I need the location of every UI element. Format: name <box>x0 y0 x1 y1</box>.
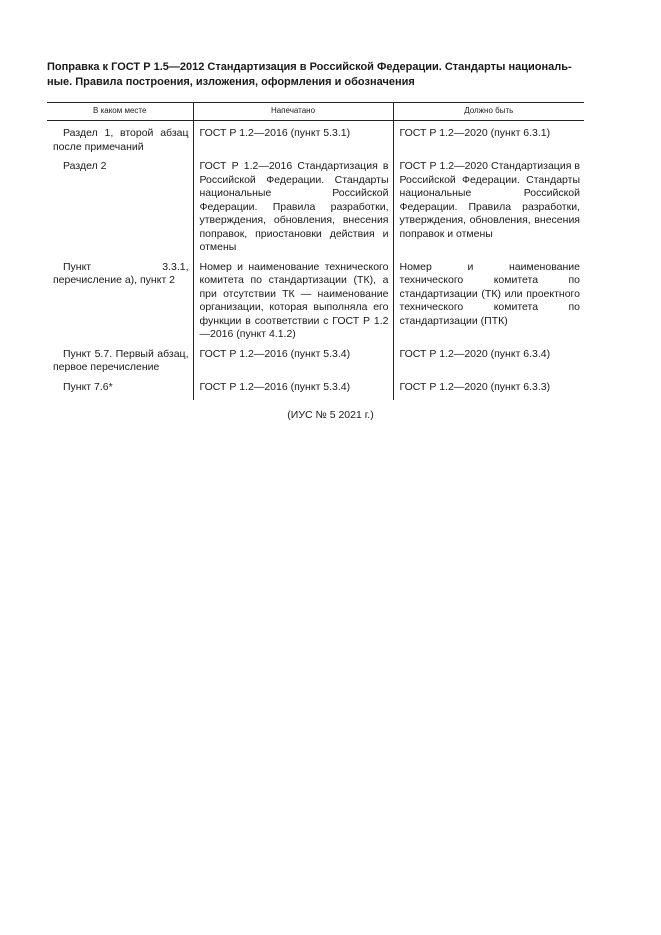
table-body <box>47 121 584 401</box>
table-row <box>47 121 584 158</box>
cell-place: Раздел 1, второй абзац после примечаний <box>53 127 189 153</box>
cell-should-be: ГОСТ Р 1.2—2020 (пункт 6.3.3) <box>393 378 584 401</box>
cell-place: Пункт 7.6* <box>63 380 113 393</box>
cell-place: Пункт 3.3.1, перечисление а), пункт 2 <box>53 260 189 286</box>
document-title: Поправка к ГОСТ Р 1.5—2012 Стандартизация в Российской Федерации. Стандарты националь-ные. Правила построения, изложения, оформления и обозначения <box>47 61 572 88</box>
table-row <box>47 258 584 345</box>
column-header-printed: Напечатано <box>193 103 393 121</box>
table-header <box>47 103 584 121</box>
table-row <box>47 378 584 401</box>
cell-should-be: ГОСТ Р 1.2—2020 (пункт 6.3.1) <box>393 121 584 158</box>
cell-place: Раздел 2 <box>63 160 107 172</box>
column-header-place: В каком месте <box>47 103 193 121</box>
cell-should-be: ГОСТ Р 1.2—2020 (пункт 6.3.4) <box>393 345 584 378</box>
cell-printed: ГОСТ Р 1.2—2016 (пункт 5.3.4) <box>193 345 393 378</box>
cell-printed: ГОСТ Р 1.2—2016 Стандартизация в Российской Федерации. Стандарты национальные Российской Федерации. Правила разработки, утверждения, обновления, внесения поправок, приостановки действия и отмены <box>193 157 393 258</box>
cell-printed: ГОСТ Р 1.2—2016 (пункт 5.3.1) <box>193 121 393 158</box>
cell-should-be: Номер и наименование технического комитета по стандартизации (ТК) или проектного технического комитета по стандартизации (ПТК) <box>393 258 584 345</box>
corrections-table <box>47 102 584 400</box>
header-row <box>47 103 584 121</box>
source-note: (ИУС № 5 2021 г.) <box>287 409 374 421</box>
cell-place: Пункт 5.7. Первый абзац, первое перечисление <box>53 347 189 373</box>
table-row <box>47 157 584 258</box>
cell-should-be: ГОСТ Р 1.2—2020 Стандартизация в Российской Федерации. Стандарты национальные Российской Федерации. Правила разработки, утверждения, обновления, внесения поправок и отмены <box>393 157 584 258</box>
table-row <box>47 345 584 378</box>
cell-printed: Номер и наименование технического комитета по стандартизации (ТК), а при отсутствии ТК — наименование организации, которая выполняла его функции в соответствии с ГОСТ Р 1.2—2016 (пункт 4.1.2) <box>193 258 393 345</box>
cell-printed: ГОСТ Р 1.2—2016 (пункт 5.3.4) <box>193 378 393 401</box>
column-header-should-be: Должно быть <box>393 103 584 121</box>
